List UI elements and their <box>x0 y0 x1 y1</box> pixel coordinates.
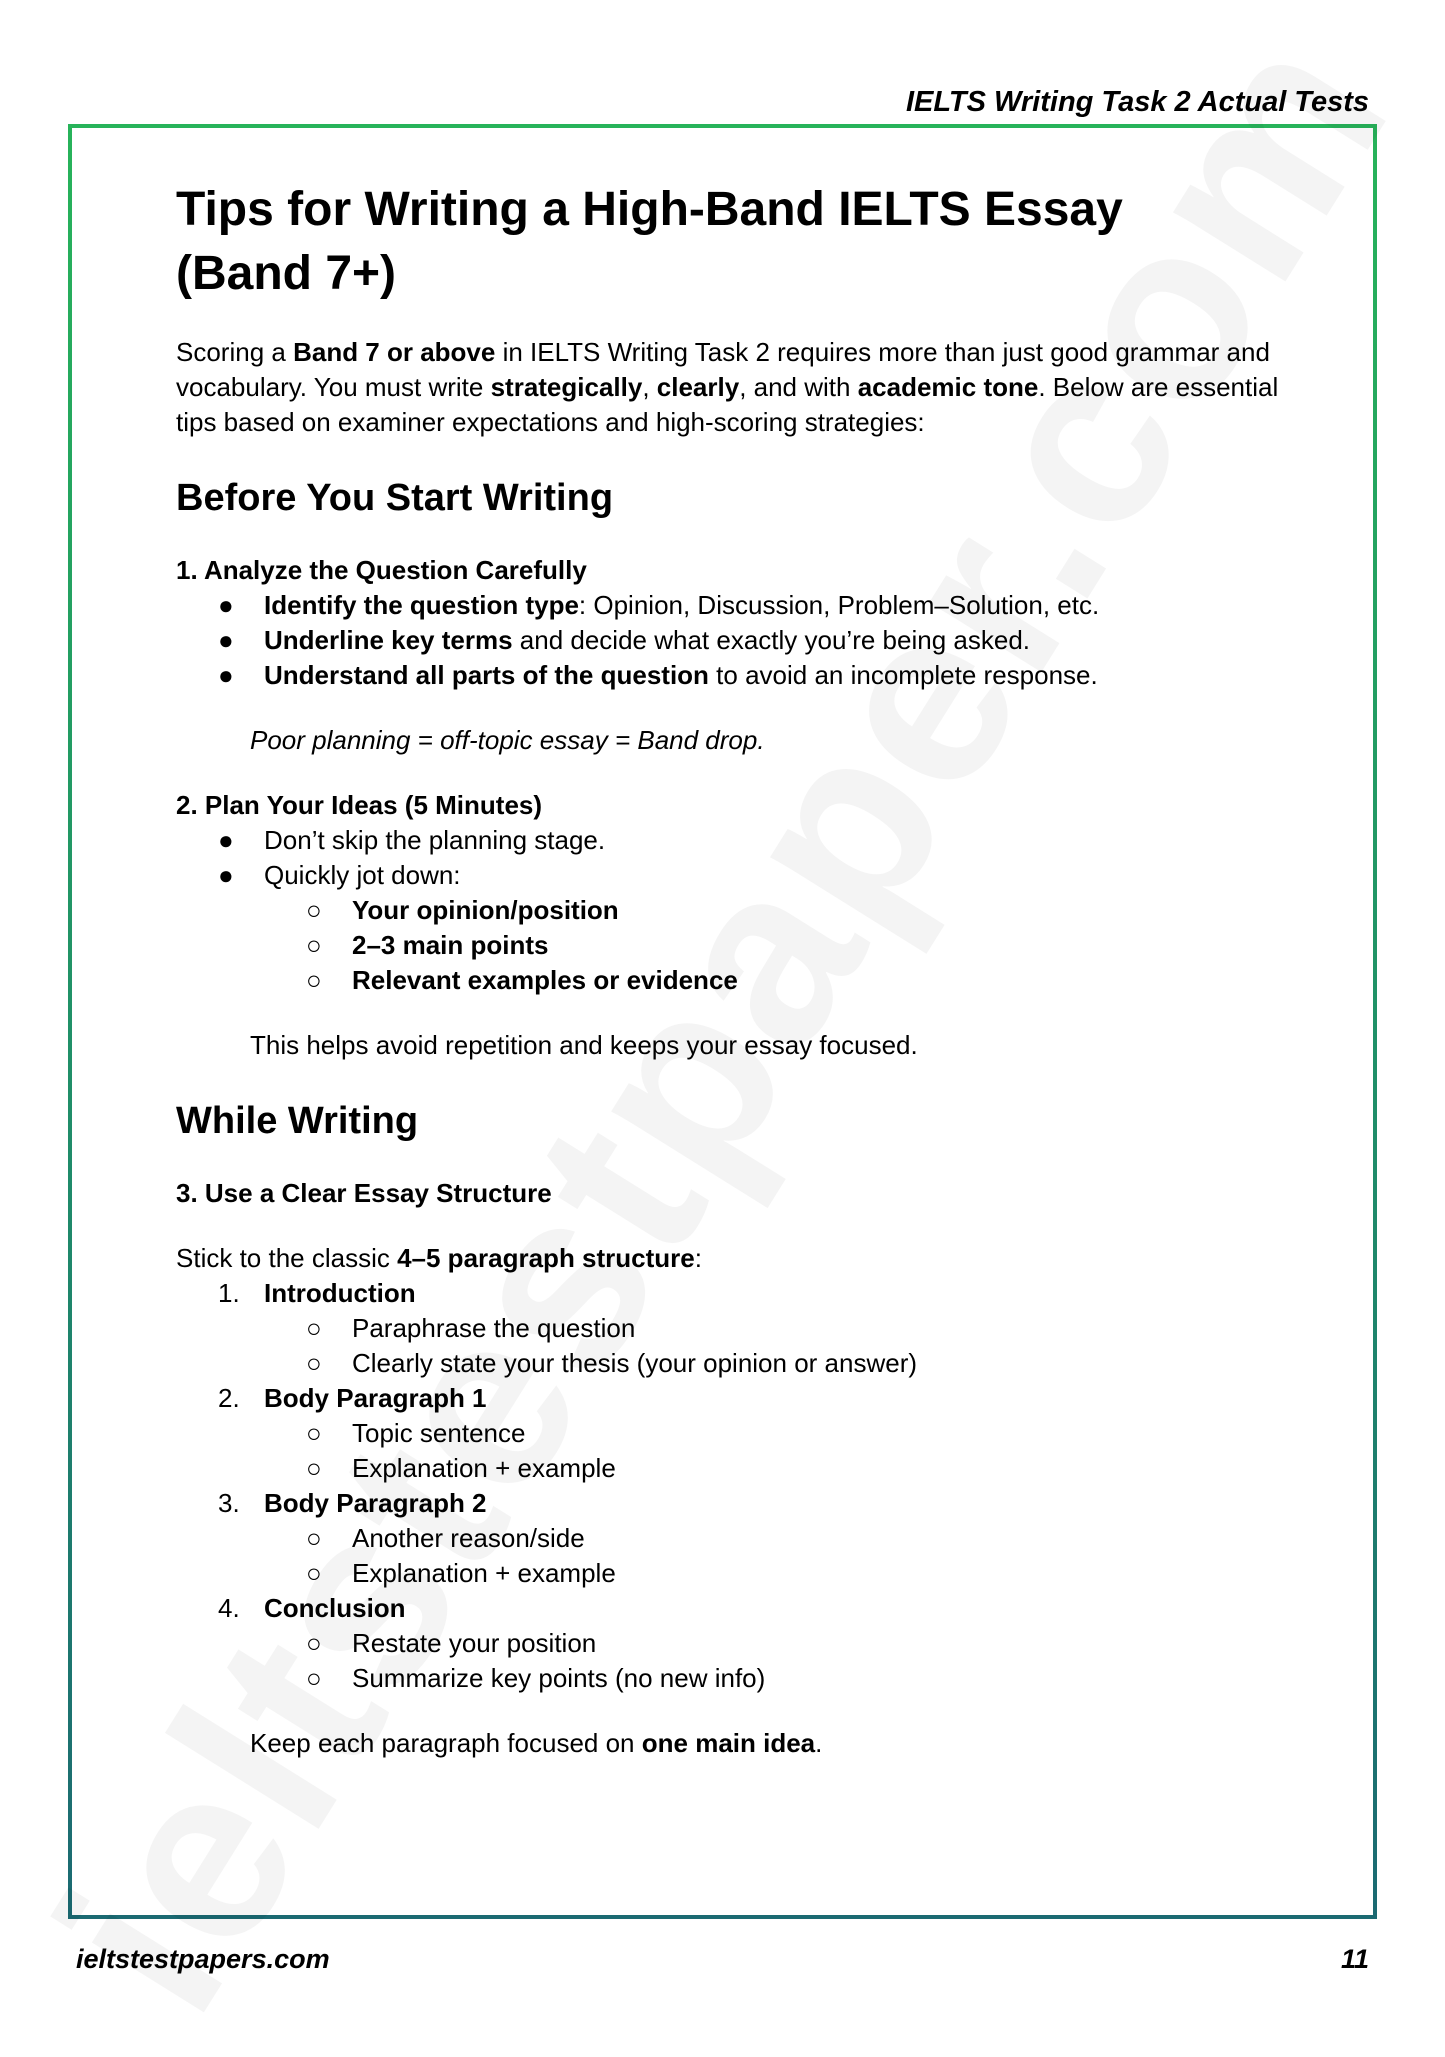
list-item <box>176 823 1286 858</box>
list-item <box>176 658 1286 693</box>
sub-list-item <box>264 963 1286 998</box>
circle-bullet-icon: ○ <box>306 1453 322 1483</box>
sub-bullet-text: Paraphrase the question <box>352 1313 636 1343</box>
bullet-bold: Underline key terms <box>264 625 513 655</box>
tip-heading-plan: 2. Plan Your Ideas (5 Minutes) <box>176 790 543 820</box>
sub-bullet-text: Explanation + example <box>352 1453 616 1483</box>
bullet-bold: Identify the question type <box>264 590 579 620</box>
intro-text: in IELTS Writing Task 2 requires more than just good grammar and vocabulary. You must write <box>176 337 1270 402</box>
bullet-icon: ● <box>218 590 234 620</box>
sub-list-item <box>264 1311 1286 1346</box>
page-number: 11 <box>1340 1944 1369 1974</box>
bullet-icon: ● <box>218 625 234 655</box>
plan-note: This helps avoid repetition and keeps your essay focused. <box>250 1030 918 1060</box>
sub-list-item <box>264 1451 1286 1486</box>
running-header: IELTS Writing Task 2 Actual Tests <box>905 86 1369 118</box>
bullet-icon: ● <box>218 860 234 890</box>
circle-bullet-icon: ○ <box>306 965 322 995</box>
sub-list <box>264 1521 1286 1591</box>
closing-bold: one main idea <box>641 1728 816 1758</box>
sub-bullet-text: Explanation + example <box>352 1558 616 1588</box>
sub-list <box>264 1416 1286 1486</box>
sub-bullet-text: Relevant examples or evidence <box>352 965 738 995</box>
list-item <box>176 1381 1286 1486</box>
section-heading-before-writing: Before You Start Writing <box>176 477 614 519</box>
circle-bullet-icon: ○ <box>306 895 322 925</box>
intro-text: . Below are essential tips based on examiner expectations and high-scoring strategies: <box>176 372 1279 437</box>
plan-sub-bullets <box>264 893 1286 998</box>
closing-text: Keep each paragraph focused on <box>250 1728 642 1758</box>
intro-paragraph <box>176 335 1286 440</box>
step-label: Introduction <box>264 1278 416 1308</box>
sub-bullet-text: Clearly state your thesis (your opinion or answer) <box>352 1348 918 1378</box>
sub-list-item <box>264 1626 1286 1661</box>
sub-list-item <box>264 928 1286 963</box>
list-item <box>176 1486 1286 1591</box>
list-item <box>176 623 1286 658</box>
sub-bullet-text: Your opinion/position <box>352 895 619 925</box>
page-content <box>176 178 1286 1761</box>
analyze-bullets <box>176 588 1286 693</box>
intro-bold: academic tone <box>857 372 1039 402</box>
page-title: Tips for Writing a High-Band IELTS Essay (Band 7+) <box>176 183 1123 300</box>
section-heading-while-writing: While Writing <box>176 1100 419 1142</box>
list-item <box>176 858 1286 998</box>
step-label: Body Paragraph 2 <box>264 1488 487 1518</box>
list-item <box>176 1591 1286 1696</box>
bullet-text: Don’t skip the planning stage. <box>264 825 606 855</box>
sub-list-item <box>264 1661 1286 1696</box>
bullet-icon: ● <box>218 660 234 690</box>
list-number: 3. <box>218 1488 240 1518</box>
sub-list-item <box>264 1416 1286 1451</box>
intro-text: , <box>642 372 657 402</box>
circle-bullet-icon: ○ <box>306 1418 322 1448</box>
circle-bullet-icon: ○ <box>306 1348 322 1378</box>
list-number: 4. <box>218 1593 240 1623</box>
planning-note: Poor planning = off-topic essay = Band drop. <box>250 725 765 755</box>
intro-text: , and with <box>739 372 858 402</box>
sub-list-item <box>264 1521 1286 1556</box>
sub-list-item <box>264 1556 1286 1591</box>
intro-bold: Band 7 or above <box>293 337 496 367</box>
sub-bullet-text: 2–3 main points <box>352 930 549 960</box>
list-number: 2. <box>218 1383 240 1413</box>
structure-closing <box>250 1726 1286 1761</box>
tip-heading-structure: 3. Use a Clear Essay Structure <box>176 1178 552 1208</box>
sub-bullet-text: Another reason/side <box>352 1523 585 1553</box>
bullet-text: Quickly jot down: <box>264 860 461 890</box>
bullet-bold: Understand all parts of the question <box>264 660 709 690</box>
bullet-icon: ● <box>218 825 234 855</box>
circle-bullet-icon: ○ <box>306 1558 322 1588</box>
circle-bullet-icon: ○ <box>306 930 322 960</box>
step-label: Conclusion <box>264 1593 406 1623</box>
intro-bold: clearly <box>656 372 740 402</box>
sub-list <box>264 1626 1286 1696</box>
bullet-text: : Opinion, Discussion, Problem–Solution, etc. <box>578 590 1100 620</box>
sub-list-item <box>264 893 1286 928</box>
footer-site-link[interactable]: ieltstestpapers.com <box>76 1944 330 1974</box>
list-item <box>176 1276 1286 1381</box>
sub-list <box>264 1311 1286 1381</box>
sub-list-item <box>264 1346 1286 1381</box>
intro-bold: strategically <box>490 372 643 402</box>
sub-bullet-text: Restate your position <box>352 1628 597 1658</box>
circle-bullet-icon: ○ <box>306 1523 322 1553</box>
sub-bullet-text: Summarize key points (no new info) <box>352 1663 766 1693</box>
structure-lead <box>176 1241 1286 1276</box>
intro-text: Scoring a <box>176 337 294 367</box>
closing-text: . <box>815 1728 823 1758</box>
sub-bullet-text: Topic sentence <box>352 1418 526 1448</box>
list-number: 1. <box>218 1278 240 1308</box>
circle-bullet-icon: ○ <box>306 1313 322 1343</box>
structure-list <box>176 1276 1286 1696</box>
circle-bullet-icon: ○ <box>306 1628 322 1658</box>
lead-bold: 4–5 paragraph structure <box>397 1243 695 1273</box>
lead-text: : <box>694 1243 702 1273</box>
circle-bullet-icon: ○ <box>306 1663 322 1693</box>
lead-text: Stick to the classic <box>176 1243 398 1273</box>
bullet-text: and decide what exactly you’re being asked. <box>512 625 1030 655</box>
plan-bullets <box>176 823 1286 998</box>
step-label: Body Paragraph 1 <box>264 1383 487 1413</box>
list-item <box>176 588 1286 623</box>
tip-heading-analyze: 1. Analyze the Question Carefully <box>176 555 587 585</box>
bullet-text: to avoid an incomplete response. <box>708 660 1098 690</box>
